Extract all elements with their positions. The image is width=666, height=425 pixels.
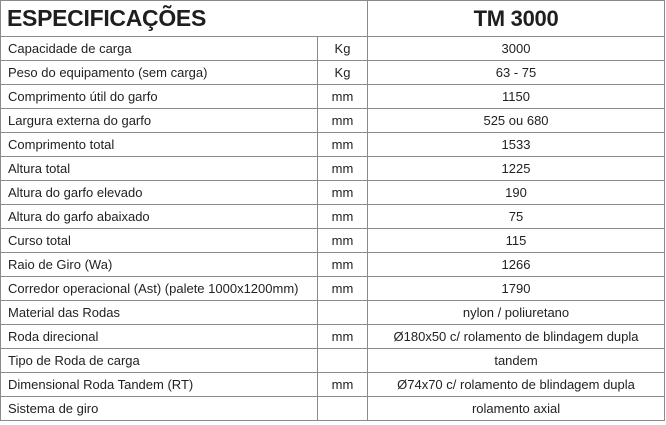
spec-unit: mm [318,85,368,109]
spec-row [1,205,665,229]
spec-unit: mm [318,253,368,277]
spec-unit [318,397,368,421]
spec-value: 1533 [368,133,665,157]
spec-row [1,133,665,157]
spec-unit: Kg [318,61,368,85]
spec-row [1,277,665,301]
spec-value: 3000 [368,37,665,61]
spec-label: Roda direcional [1,325,318,349]
spec-value: 115 [368,229,665,253]
spec-label: Largura externa do garfo [1,109,318,133]
spec-value: 1790 [368,277,665,301]
spec-label: Tipo de Roda de carga [1,349,318,373]
spec-value: Ø74x70 c/ rolamento de blindagem dupla [368,373,665,397]
spec-unit: mm [318,181,368,205]
spec-label: Curso total [1,229,318,253]
spec-unit: mm [318,205,368,229]
spec-label: Sistema de giro [1,397,318,421]
spec-unit [318,349,368,373]
spec-label: Raio de Giro (Wa) [1,253,318,277]
spec-row [1,325,665,349]
spec-unit: mm [318,109,368,133]
spec-unit: Kg [318,37,368,61]
spec-unit: mm [318,373,368,397]
spec-value: tandem [368,349,665,373]
spec-value: 1225 [368,157,665,181]
spec-value: nylon / poliuretano [368,301,665,325]
spec-row [1,253,665,277]
spec-label: Altura total [1,157,318,181]
spec-label: Material das Rodas [1,301,318,325]
header-row [1,1,665,37]
spec-label: Altura do garfo abaixado [1,205,318,229]
spec-row [1,181,665,205]
spec-label: Capacidade de carga [1,37,318,61]
spec-unit: mm [318,277,368,301]
spec-unit: mm [318,325,368,349]
spec-label: Comprimento total [1,133,318,157]
spec-row [1,229,665,253]
spec-label: Peso do equipamento (sem carga) [1,61,318,85]
spec-label: Altura do garfo elevado [1,181,318,205]
model-name: TM 3000 [368,1,665,37]
spec-unit: mm [318,133,368,157]
spec-value: 190 [368,181,665,205]
spec-value: 1150 [368,85,665,109]
spec-row [1,373,665,397]
spec-value: rolamento axial [368,397,665,421]
spec-label: Comprimento útil do garfo [1,85,318,109]
spec-value: 63 - 75 [368,61,665,85]
spec-value: Ø180x50 c/ rolamento de blindagem dupla [368,325,665,349]
spec-row [1,301,665,325]
spec-row [1,109,665,133]
spec-row [1,37,665,61]
spec-unit: mm [318,229,368,253]
specifications-title: ESPECIFICAÇÕES [1,1,368,37]
spec-unit [318,301,368,325]
spec-unit: mm [318,157,368,181]
spec-row [1,157,665,181]
spec-row [1,397,665,421]
spec-value: 1266 [368,253,665,277]
spec-label: Dimensional Roda Tandem (RT) [1,373,318,397]
spec-value: 75 [368,205,665,229]
specifications-body [1,1,665,421]
spec-row [1,349,665,373]
spec-row [1,85,665,109]
spec-label: Corredor operacional (Ast) (palete 1000x1200mm) [1,277,318,301]
spec-row [1,61,665,85]
spec-value: 525 ou 680 [368,109,665,133]
